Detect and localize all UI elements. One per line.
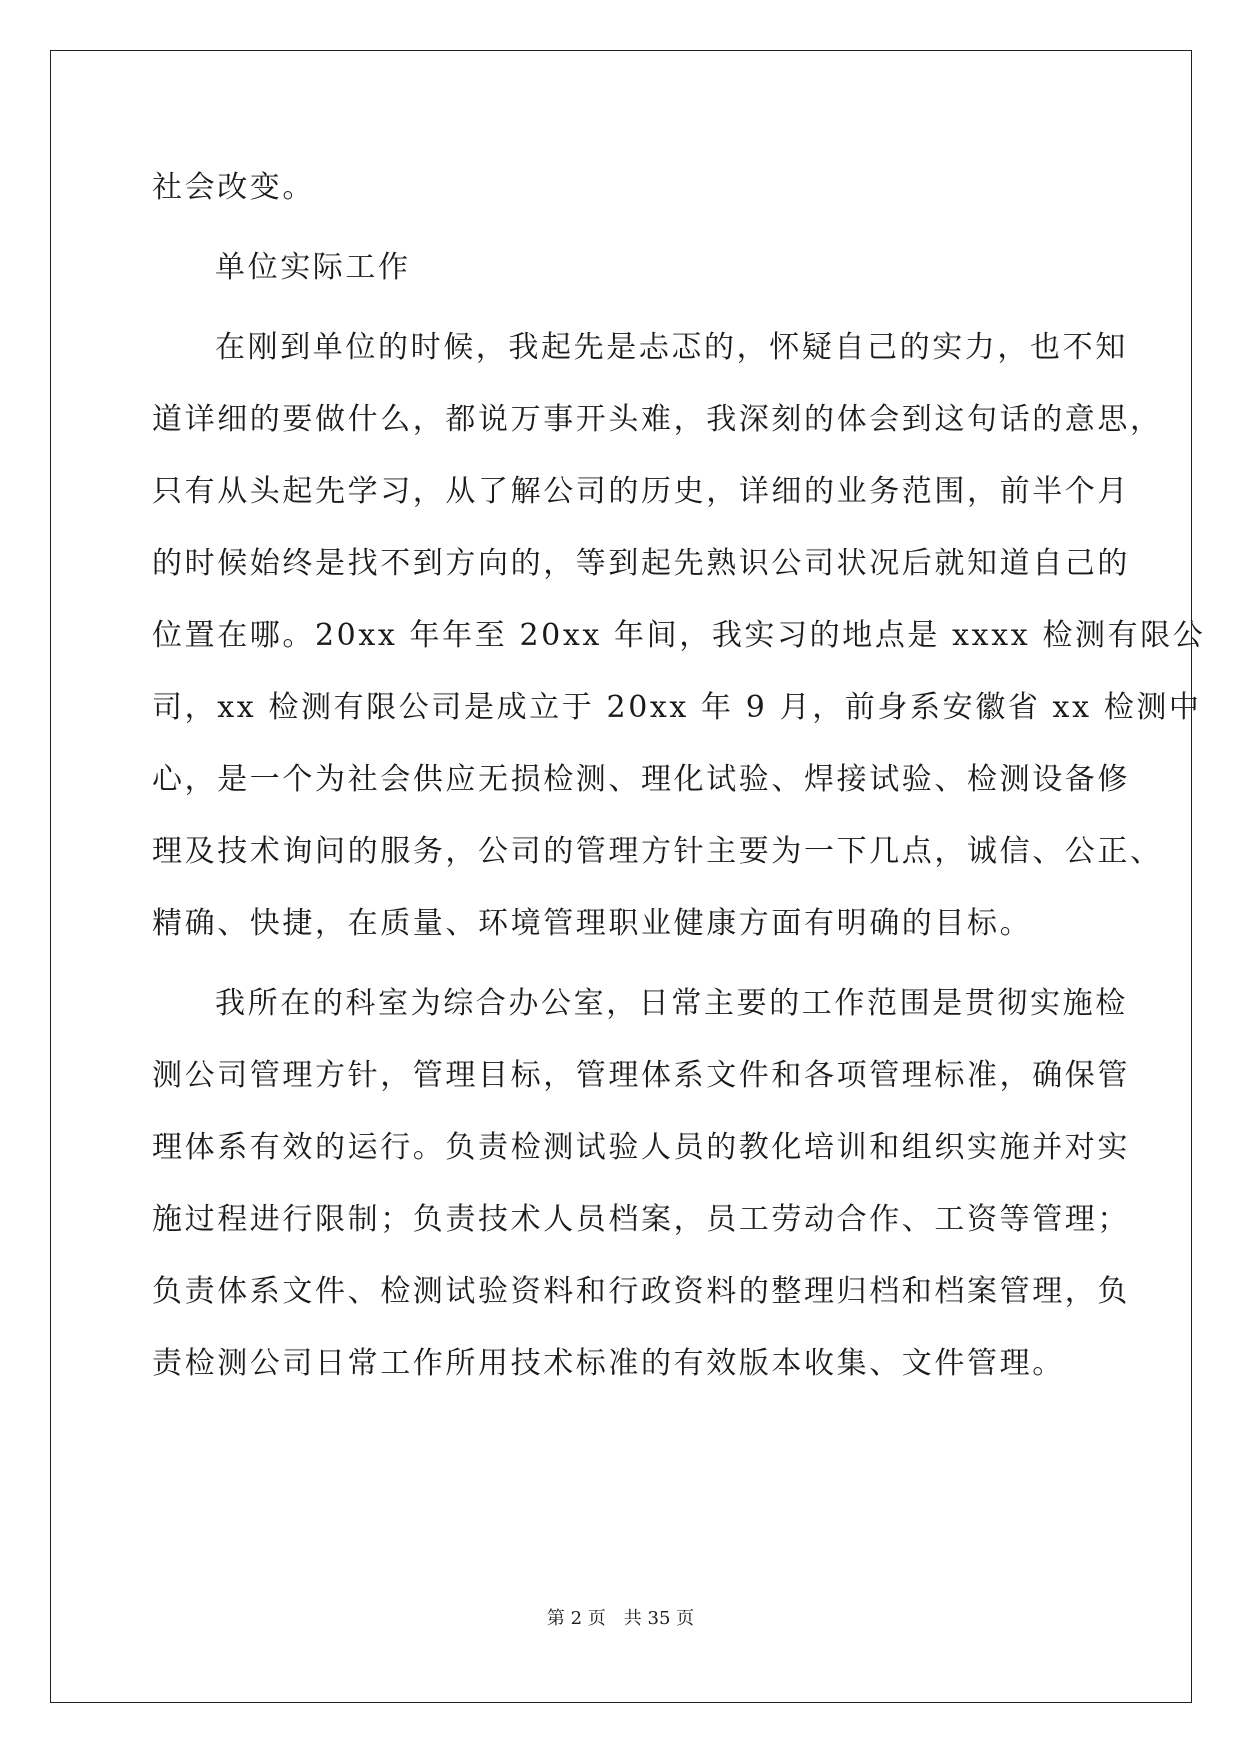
text-line: 位置在哪。20xx 年年至 20xx 年间，我实习的地点是 xxxx 检测有限公: [152, 618, 1206, 653]
text-line: 的时候始终是找不到方向的，等到起先熟识公司状况后就知道自己的: [152, 546, 1130, 581]
text-line: 理体系有效的运行。负责检测试验人员的教化培训和组织实施并对实: [152, 1130, 1130, 1165]
text-line: 负责体系文件、检测试验资料和行政资料的整理归档和档案管理，负: [152, 1274, 1130, 1309]
text-line: 在刚到单位的时候，我起先是忐忑的，怀疑自己的实力，也不知: [215, 330, 1128, 365]
text-line: 测公司管理方针，管理目标，管理体系文件和各项管理标准，确保管: [152, 1058, 1130, 1093]
text-line: 只有从头起先学习，从了解公司的历史，详细的业务范围，前半个月: [152, 474, 1130, 509]
text-line: 理及技术询问的服务，公司的管理方针主要为一下几点，诚信、公正、: [152, 834, 1163, 869]
text-line: 司，xx 检测有限公司是成立于 20xx 年 9 月，前身系安徽省 xx 检测中: [152, 690, 1202, 725]
text-line: 道详细的要做什么，都说万事开头难，我深刻的体会到这句话的意思，: [152, 402, 1163, 437]
text-line: 我所在的科室为综合办公室，日常主要的工作范围是贯彻实施检: [215, 986, 1128, 1021]
text-line: 精确、快捷，在质量、环境管理职业健康方面有明确的目标。: [152, 906, 1033, 941]
text-line: 社会改变。: [152, 170, 315, 205]
page-frame: [50, 50, 1192, 1703]
text-line: 责检测公司日常工作所用技术标准的有效版本收集、文件管理。: [152, 1346, 1065, 1381]
page-number: 第 2 页 共 35 页: [546, 1608, 695, 1629]
text-line: 心，是一个为社会供应无损检测、理化试验、焊接试验、检测设备修: [152, 762, 1130, 797]
text-line: 施过程进行限制；负责技术人员档案，员工劳动合作、工资等管理；: [152, 1202, 1130, 1237]
section-heading: 单位实际工作: [215, 250, 411, 285]
